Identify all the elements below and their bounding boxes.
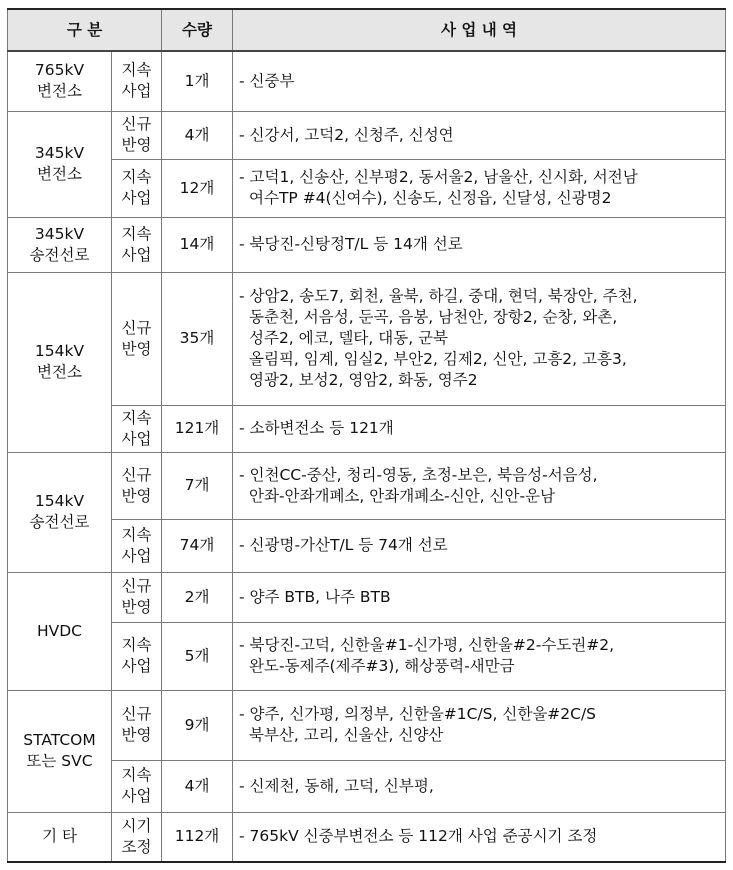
details-cell: - 북당진-신탕정T/L 등 14개 선로 [233,217,726,272]
qty-cell: 1개 [162,51,233,111]
group-cell: STATCOM 또는 SVC [8,690,112,812]
details-cell: - 양주, 신가평, 의정부, 신한울#1C/S, 신한울#2C/S 북부산, 고리, 신울산, 신양산 [233,690,726,760]
type-cell: 지속 사업 [112,159,162,217]
table-row [8,572,726,622]
qty-cell: 4개 [162,111,233,159]
type-cell: 지속 사업 [112,51,162,111]
qty-cell: 112개 [162,812,233,862]
project-table [7,8,726,863]
type-cell: 지속 사업 [112,217,162,272]
type-cell: 지속 사업 [112,405,162,452]
qty-cell: 2개 [162,572,233,622]
group-cell: 154kV 송전선로 [8,452,112,572]
type-cell: 시기 조정 [112,812,162,862]
qty-cell: 14개 [162,217,233,272]
details-cell: - 양주 BTB, 나주 BTB [233,572,726,622]
type-cell: 신규 반영 [112,572,162,622]
qty-cell: 9개 [162,690,233,760]
type-cell: 신규 반영 [112,452,162,519]
details-cell: - 소하변전소 등 121개 [233,405,726,452]
details-cell: - 신광명-가산T/L 등 74개 선로 [233,519,726,572]
table-row [8,812,726,862]
qty-cell: 4개 [162,760,233,812]
type-cell: 신규 반영 [112,272,162,405]
type-cell: 지속 사업 [112,622,162,690]
table-row [8,452,726,519]
table-row [8,159,726,217]
qty-cell: 35개 [162,272,233,405]
group-cell: 기 타 [8,812,112,862]
header-category: 구 분 [8,9,162,51]
details-cell: - 고덕1, 신송산, 신부평2, 동서울2, 남울산, 신시화, 서전남 여수TP #4(신여수), 신송도, 신정읍, 신달성, 신광명2 [233,159,726,217]
details-cell: - 신중부 [233,51,726,111]
qty-cell: 121개 [162,405,233,452]
table-row [8,519,726,572]
group-cell: 765kV 변전소 [8,51,112,111]
table-row [8,405,726,452]
table-row [8,622,726,690]
table-row [8,217,726,272]
table-row [8,51,726,111]
qty-cell: 12개 [162,159,233,217]
details-cell: - 인천CC-중산, 청리-영동, 초정-보은, 북음성-서음성, 안좌-안좌개폐소, 안좌개폐소-신안, 신안-운남 [233,452,726,519]
header-details: 사 업 내 역 [233,9,726,51]
group-cell: 154kV 변전소 [8,272,112,452]
table-row [8,690,726,760]
group-cell: 345kV 변전소 [8,111,112,217]
qty-cell: 74개 [162,519,233,572]
type-cell: 신규 반영 [112,690,162,760]
header-quantity: 수량 [162,9,233,51]
group-cell: HVDC [8,572,112,690]
type-cell: 신규 반영 [112,111,162,159]
details-cell: - 765kV 신중부변전소 등 112개 사업 준공시기 조정 [233,812,726,862]
table-header-row [8,9,726,51]
qty-cell: 7개 [162,452,233,519]
group-cell: 345kV 송전선로 [8,217,112,272]
table-row [8,272,726,405]
details-cell: - 북당진-고덕, 신한울#1-신가평, 신한울#2-수도권#2, 완도-동제주(제주#3), 해상풍력-새만금 [233,622,726,690]
type-cell: 지속 사업 [112,760,162,812]
details-cell: - 신강서, 고덕2, 신청주, 신성연 [233,111,726,159]
type-cell: 지속 사업 [112,519,162,572]
details-cell: - 신제천, 동해, 고덕, 신부평, [233,760,726,812]
table-row [8,111,726,159]
table-row [8,760,726,812]
qty-cell: 5개 [162,622,233,690]
details-cell: - 상암2, 송도7, 회천, 율북, 하길, 중대, 현덕, 북장안, 주천, 동춘천, 서음성, 둔곡, 음봉, 남천안, 장항2, 순창, 와촌, 성주2, 에코, 델타, 대동, 군북 올림픽, 임계, 임실2, 부안2, 김제2, 신안, 고흥2, 고흥3, 영광2, 보성2, 영암2, 화동, 영주2 [233,272,726,405]
